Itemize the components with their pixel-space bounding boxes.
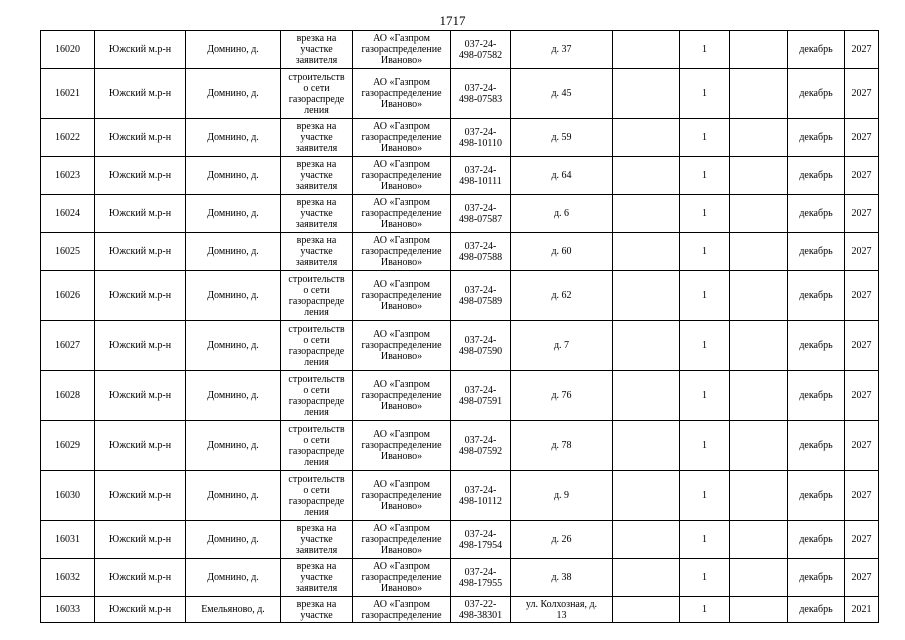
district-cell: Южский м.р-н xyxy=(95,371,186,421)
empty-cell xyxy=(613,321,680,371)
row-number-cell: 16029 xyxy=(41,421,95,471)
row-number-cell: 16025 xyxy=(41,233,95,271)
table-row xyxy=(41,233,879,271)
year-cell: 2027 xyxy=(845,233,879,271)
work-type-cell: врезка на участке заявителя xyxy=(281,233,353,271)
year-cell: 2027 xyxy=(845,321,879,371)
address-cell: д. 59 xyxy=(511,119,613,157)
quantity-cell: 1 xyxy=(680,195,730,233)
month-cell: декабрь xyxy=(788,521,845,559)
month-cell: декабрь xyxy=(788,597,845,623)
address-cell: д. 6 xyxy=(511,195,613,233)
organization-cell: АО «Газпром газораспределение Иваново» xyxy=(353,233,451,271)
empty-cell xyxy=(613,233,680,271)
empty-cell xyxy=(730,157,788,195)
quantity-cell: 1 xyxy=(680,321,730,371)
address-cell: д. 37 xyxy=(511,31,613,69)
empty-cell xyxy=(613,69,680,119)
month-cell: декабрь xyxy=(788,321,845,371)
year-cell: 2021 xyxy=(845,597,879,623)
locality-cell: Домнино, д. xyxy=(186,233,281,271)
row-number-cell: 16023 xyxy=(41,157,95,195)
district-cell: Южский м.р-н xyxy=(95,195,186,233)
locality-cell: Домнино, д. xyxy=(186,371,281,421)
organization-cell: АО «Газпром газораспределение Иваново» xyxy=(353,69,451,119)
quantity-cell: 1 xyxy=(680,421,730,471)
quantity-cell: 1 xyxy=(680,559,730,597)
work-type-cell: врезка на участке заявителя xyxy=(281,119,353,157)
month-cell: декабрь xyxy=(788,157,845,195)
empty-cell xyxy=(730,69,788,119)
work-type-cell: врезка на участке заявителя xyxy=(281,195,353,233)
registry-code-cell: 037-24- 498-07582 xyxy=(451,31,511,69)
address-cell: д. 76 xyxy=(511,371,613,421)
year-cell: 2027 xyxy=(845,31,879,69)
registry-code-cell: 037-24- 498-07589 xyxy=(451,271,511,321)
district-cell: Южский м.р-н xyxy=(95,421,186,471)
empty-cell xyxy=(730,421,788,471)
month-cell: декабрь xyxy=(788,421,845,471)
table-row xyxy=(41,597,879,623)
quantity-cell: 1 xyxy=(680,233,730,271)
organization-cell: АО «Газпром газораспределение Иваново» xyxy=(353,119,451,157)
district-cell: Южский м.р-н xyxy=(95,157,186,195)
work-type-cell: врезка на участке заявителя xyxy=(281,559,353,597)
organization-cell: АО «Газпром газораспределение Иваново» xyxy=(353,421,451,471)
empty-cell xyxy=(730,321,788,371)
registry-code-cell: 037-24- 498-07588 xyxy=(451,233,511,271)
empty-cell xyxy=(613,521,680,559)
table-row xyxy=(41,321,879,371)
district-cell: Южский м.р-н xyxy=(95,559,186,597)
empty-cell xyxy=(613,119,680,157)
address-cell: д. 38 xyxy=(511,559,613,597)
month-cell: декабрь xyxy=(788,371,845,421)
address-cell: д. 9 xyxy=(511,471,613,521)
locality-cell: Домнино, д. xyxy=(186,31,281,69)
month-cell: декабрь xyxy=(788,195,845,233)
row-number-cell: 16027 xyxy=(41,321,95,371)
registry-body xyxy=(41,31,879,623)
row-number-cell: 16024 xyxy=(41,195,95,233)
registry-code-cell: 037-24- 498-10110 xyxy=(451,119,511,157)
quantity-cell: 1 xyxy=(680,69,730,119)
table-row xyxy=(41,119,879,157)
year-cell: 2027 xyxy=(845,119,879,157)
work-type-cell: строительств о сети газораспреде ления xyxy=(281,471,353,521)
row-number-cell: 16026 xyxy=(41,271,95,321)
table-row xyxy=(41,471,879,521)
empty-cell xyxy=(730,471,788,521)
work-type-cell: строительств о сети газораспреде ления xyxy=(281,371,353,421)
registry-code-cell: 037-22- 498-38301 xyxy=(451,597,511,623)
empty-cell xyxy=(613,271,680,321)
month-cell: декабрь xyxy=(788,233,845,271)
empty-cell xyxy=(730,521,788,559)
quantity-cell: 1 xyxy=(680,31,730,69)
address-cell: д. 45 xyxy=(511,69,613,119)
organization-cell: АО «Газпром газораспределение Иваново» xyxy=(353,195,451,233)
row-number-cell: 16032 xyxy=(41,559,95,597)
organization-cell: АО «Газпром газораспределение Иваново» xyxy=(353,371,451,421)
work-type-cell: врезка на участке заявителя xyxy=(281,521,353,559)
registry-code-cell: 037-24- 498-07587 xyxy=(451,195,511,233)
empty-cell xyxy=(730,195,788,233)
work-type-cell: врезка на участке xyxy=(281,597,353,623)
locality-cell: Домнино, д. xyxy=(186,157,281,195)
empty-cell xyxy=(730,31,788,69)
row-number-cell: 16020 xyxy=(41,31,95,69)
organization-cell: АО «Газпром газораспределение Иваново» xyxy=(353,559,451,597)
locality-cell: Домнино, д. xyxy=(186,195,281,233)
quantity-cell: 1 xyxy=(680,521,730,559)
quantity-cell: 1 xyxy=(680,271,730,321)
quantity-cell: 1 xyxy=(680,471,730,521)
table-row xyxy=(41,69,879,119)
address-cell: д. 26 xyxy=(511,521,613,559)
quantity-cell: 1 xyxy=(680,597,730,623)
district-cell: Южский м.р-н xyxy=(95,521,186,559)
work-type-cell: врезка на участке заявителя xyxy=(281,31,353,69)
registry-table xyxy=(40,30,879,623)
district-cell: Южский м.р-н xyxy=(95,31,186,69)
locality-cell: Домнино, д. xyxy=(186,521,281,559)
table-row xyxy=(41,521,879,559)
quantity-cell: 1 xyxy=(680,119,730,157)
organization-cell: АО «Газпром газораспределение Иваново» xyxy=(353,271,451,321)
locality-cell: Домнино, д. xyxy=(186,421,281,471)
organization-cell: АО «Газпром газораспределение Иваново» xyxy=(353,31,451,69)
registry-code-cell: 037-24- 498-10111 xyxy=(451,157,511,195)
registry-code-cell: 037-24- 498-07590 xyxy=(451,321,511,371)
locality-cell: Емельяново, д. xyxy=(186,597,281,623)
month-cell: декабрь xyxy=(788,559,845,597)
empty-cell xyxy=(613,157,680,195)
work-type-cell: строительств о сети газораспреде ления xyxy=(281,321,353,371)
page-number: 1717 xyxy=(439,13,466,28)
empty-cell xyxy=(730,233,788,271)
registry-code-cell: 037-24- 498-17954 xyxy=(451,521,511,559)
work-type-cell: строительств о сети газораспреде ления xyxy=(281,271,353,321)
month-cell: декабрь xyxy=(788,69,845,119)
locality-cell: Домнино, д. xyxy=(186,559,281,597)
empty-cell xyxy=(730,119,788,157)
empty-cell xyxy=(613,31,680,69)
table-row xyxy=(41,195,879,233)
locality-cell: Домнино, д. xyxy=(186,471,281,521)
empty-cell xyxy=(613,471,680,521)
year-cell: 2027 xyxy=(845,371,879,421)
empty-cell xyxy=(613,559,680,597)
year-cell: 2027 xyxy=(845,69,879,119)
month-cell: декабрь xyxy=(788,271,845,321)
table-row xyxy=(41,371,879,421)
district-cell: Южский м.р-н xyxy=(95,271,186,321)
row-number-cell: 16030 xyxy=(41,471,95,521)
organization-cell: АО «Газпром газораспределение Иваново» xyxy=(353,321,451,371)
quantity-cell: 1 xyxy=(680,157,730,195)
registry-code-cell: 037-24- 498-10112 xyxy=(451,471,511,521)
district-cell: Южский м.р-н xyxy=(95,321,186,371)
work-type-cell: врезка на участке заявителя xyxy=(281,157,353,195)
year-cell: 2027 xyxy=(845,521,879,559)
table-row xyxy=(41,157,879,195)
organization-cell: АО «Газпром газораспределение Иваново» xyxy=(353,521,451,559)
empty-cell xyxy=(730,597,788,623)
table-row xyxy=(41,31,879,69)
district-cell: Южский м.р-н xyxy=(95,471,186,521)
address-cell: д. 62 xyxy=(511,271,613,321)
registry-code-cell: 037-24- 498-07591 xyxy=(451,371,511,421)
empty-cell xyxy=(613,195,680,233)
work-type-cell: строительств о сети газораспреде ления xyxy=(281,69,353,119)
month-cell: декабрь xyxy=(788,119,845,157)
year-cell: 2027 xyxy=(845,471,879,521)
table-row xyxy=(41,271,879,321)
empty-cell xyxy=(730,271,788,321)
registry-code-cell: 037-24- 498-07592 xyxy=(451,421,511,471)
address-cell: ул. Колхозная, д. 13 xyxy=(511,597,613,623)
locality-cell: Домнино, д. xyxy=(186,119,281,157)
empty-cell xyxy=(730,559,788,597)
row-number-cell: 16031 xyxy=(41,521,95,559)
empty-cell xyxy=(730,371,788,421)
month-cell: декабрь xyxy=(788,471,845,521)
row-number-cell: 16021 xyxy=(41,69,95,119)
address-cell: д. 7 xyxy=(511,321,613,371)
district-cell: Южский м.р-н xyxy=(95,69,186,119)
empty-cell xyxy=(613,421,680,471)
row-number-cell: 16033 xyxy=(41,597,95,623)
district-cell: Южский м.р-н xyxy=(95,233,186,271)
locality-cell: Домнино, д. xyxy=(186,321,281,371)
locality-cell: Домнино, д. xyxy=(186,69,281,119)
address-cell: д. 64 xyxy=(511,157,613,195)
table-row xyxy=(41,421,879,471)
organization-cell: АО «Газпром газораспределение Иваново» xyxy=(353,157,451,195)
table-row xyxy=(41,559,879,597)
year-cell: 2027 xyxy=(845,271,879,321)
year-cell: 2027 xyxy=(845,157,879,195)
locality-cell: Домнино, д. xyxy=(186,271,281,321)
registry-code-cell: 037-24- 498-17955 xyxy=(451,559,511,597)
work-type-cell: строительств о сети газораспреде ления xyxy=(281,421,353,471)
empty-cell xyxy=(613,597,680,623)
registry-code-cell: 037-24- 498-07583 xyxy=(451,69,511,119)
organization-cell: АО «Газпром газораспределение xyxy=(353,597,451,623)
district-cell: Южский м.р-н xyxy=(95,597,186,623)
month-cell: декабрь xyxy=(788,31,845,69)
year-cell: 2027 xyxy=(845,421,879,471)
row-number-cell: 16028 xyxy=(41,371,95,421)
quantity-cell: 1 xyxy=(680,371,730,421)
address-cell: д. 60 xyxy=(511,233,613,271)
row-number-cell: 16022 xyxy=(41,119,95,157)
year-cell: 2027 xyxy=(845,195,879,233)
district-cell: Южский м.р-н xyxy=(95,119,186,157)
empty-cell xyxy=(613,371,680,421)
organization-cell: АО «Газпром газораспределение Иваново» xyxy=(353,471,451,521)
year-cell: 2027 xyxy=(845,559,879,597)
address-cell: д. 78 xyxy=(511,421,613,471)
